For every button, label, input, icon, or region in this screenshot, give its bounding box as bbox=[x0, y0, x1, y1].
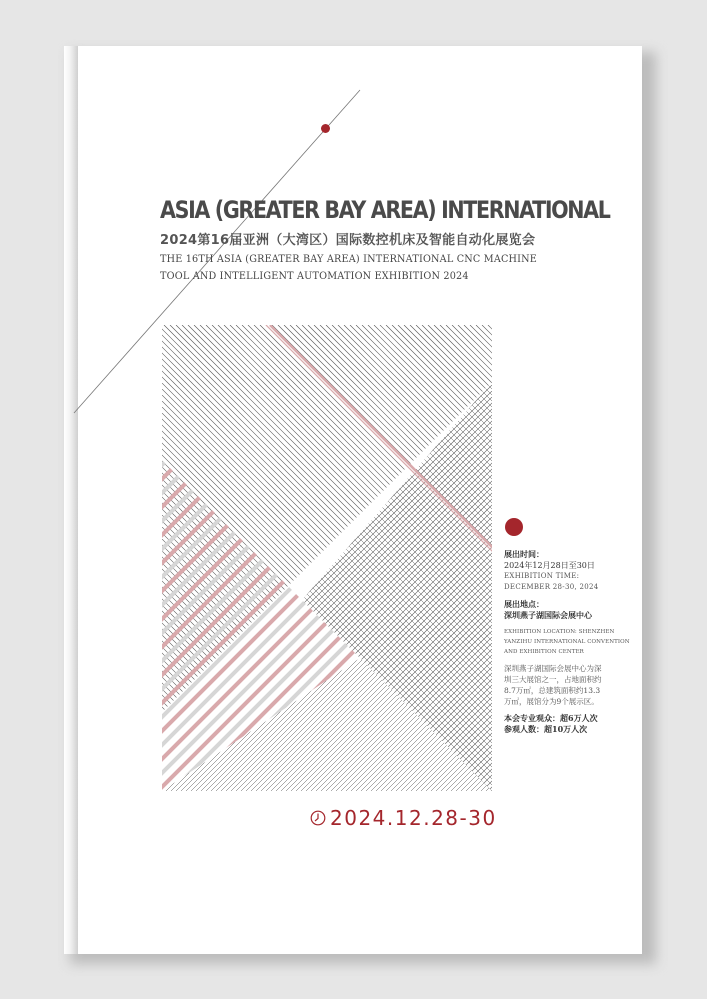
pattern-line bbox=[236, 325, 492, 791]
pattern-line bbox=[404, 325, 492, 791]
subtitle-line-2: TOOL AND INTELLIGENT AUTOMATION EXHIBITION 2024 bbox=[160, 270, 469, 282]
footer-date bbox=[310, 806, 497, 830]
pattern-line bbox=[440, 325, 492, 791]
title-chinese: 2024第16届亚洲（大湾区）国际数控机床及智能自动化展览会 bbox=[160, 233, 536, 248]
venue-desc-4: 万㎡，展馆分为9个展示区。 bbox=[504, 697, 599, 706]
pattern-line bbox=[392, 325, 492, 791]
pattern-line bbox=[481, 325, 492, 791]
pattern-line bbox=[488, 325, 492, 791]
pattern-line bbox=[272, 325, 492, 791]
title-english: ASIA (GREATER BAY AREA) INTERNATIONAL bbox=[160, 196, 610, 224]
pattern-line bbox=[368, 325, 492, 791]
pattern-line bbox=[441, 325, 492, 791]
time-en-1: EXHIBITION TIME: bbox=[504, 572, 580, 580]
pattern-line bbox=[356, 325, 492, 791]
pattern-line bbox=[488, 325, 492, 791]
location-label: 展出地点： bbox=[504, 599, 544, 609]
pattern-line bbox=[404, 325, 492, 791]
pattern-line bbox=[356, 325, 492, 791]
pattern-line bbox=[236, 325, 492, 791]
clock-icon bbox=[310, 810, 326, 826]
pattern-line bbox=[368, 325, 492, 791]
subtitle bbox=[160, 251, 537, 285]
exhibition-info bbox=[504, 549, 634, 735]
pattern-line bbox=[241, 325, 492, 791]
time-value: 2024年12月28日至30日 bbox=[504, 561, 595, 570]
exhibition-date: 2024.12.28-30 bbox=[330, 806, 497, 830]
pattern-band bbox=[162, 325, 358, 791]
pattern-line bbox=[162, 325, 456, 791]
red-dot-large bbox=[505, 518, 523, 536]
pattern-line bbox=[392, 325, 492, 791]
red-dot-small bbox=[321, 124, 330, 133]
pattern-line bbox=[271, 325, 492, 791]
venue-desc-1: 深圳燕子湖国际会展中心为深 bbox=[504, 664, 602, 673]
pattern-line bbox=[272, 325, 492, 791]
pattern-line bbox=[440, 325, 492, 791]
pattern-line bbox=[404, 325, 492, 791]
pattern-line bbox=[248, 325, 492, 791]
pattern-line bbox=[284, 325, 492, 791]
pattern-line bbox=[272, 325, 492, 791]
pattern-line bbox=[162, 325, 357, 791]
pattern-line bbox=[236, 325, 492, 791]
pattern-line bbox=[476, 325, 492, 791]
location-value: 深圳燕子湖国际会展中心 bbox=[504, 610, 592, 620]
venue-desc-3: 8.7万㎡，总建筑面积约13.3 bbox=[504, 686, 601, 695]
time-label: 展出时间： bbox=[504, 549, 544, 559]
pattern-line bbox=[316, 325, 492, 791]
pattern-line bbox=[284, 325, 492, 791]
pattern-line bbox=[476, 325, 492, 791]
time-en-2: DECEMBER 28-30, 2024 bbox=[504, 583, 599, 591]
location-en-1: EXHIBITION LOCATION: SHENZHEN bbox=[504, 629, 615, 635]
pattern-line bbox=[488, 325, 492, 791]
stat-professional-visitors: 本会专业观众：超6万人次 bbox=[504, 713, 598, 723]
pattern-line bbox=[476, 325, 492, 791]
pattern-line bbox=[406, 325, 492, 791]
pattern-line bbox=[286, 325, 492, 791]
stat-total-visitors: 参观人数：超10万人次 bbox=[504, 724, 588, 734]
location-en-2: YANZIHU INTERNATIONAL CONVENTION bbox=[504, 639, 630, 645]
pattern-band bbox=[162, 325, 456, 791]
pattern-line bbox=[440, 325, 492, 791]
pattern-line bbox=[356, 325, 492, 791]
poster-page bbox=[64, 46, 642, 954]
line-pattern-artwork bbox=[162, 325, 492, 791]
pattern-line bbox=[162, 325, 456, 791]
pattern-line bbox=[321, 325, 492, 791]
subtitle-line-1: THE 16TH ASIA (GREATER BAY AREA) INTERNATIONAL CNC MACHINE bbox=[160, 253, 538, 265]
pattern-line bbox=[248, 325, 492, 791]
pattern-line bbox=[248, 325, 492, 791]
pattern-accent-line bbox=[270, 325, 492, 557]
pattern-line bbox=[356, 325, 492, 791]
location-en-3: AND EXHIBITION CENTER bbox=[504, 649, 584, 655]
pattern-line bbox=[236, 325, 492, 791]
pattern-line bbox=[476, 325, 492, 791]
venue-desc-2: 圳三大展馆之一，占地面积约 bbox=[504, 675, 602, 684]
pattern-line bbox=[284, 325, 492, 791]
pattern-line bbox=[392, 325, 492, 791]
pattern-line bbox=[368, 325, 492, 791]
pattern-line bbox=[162, 325, 456, 791]
